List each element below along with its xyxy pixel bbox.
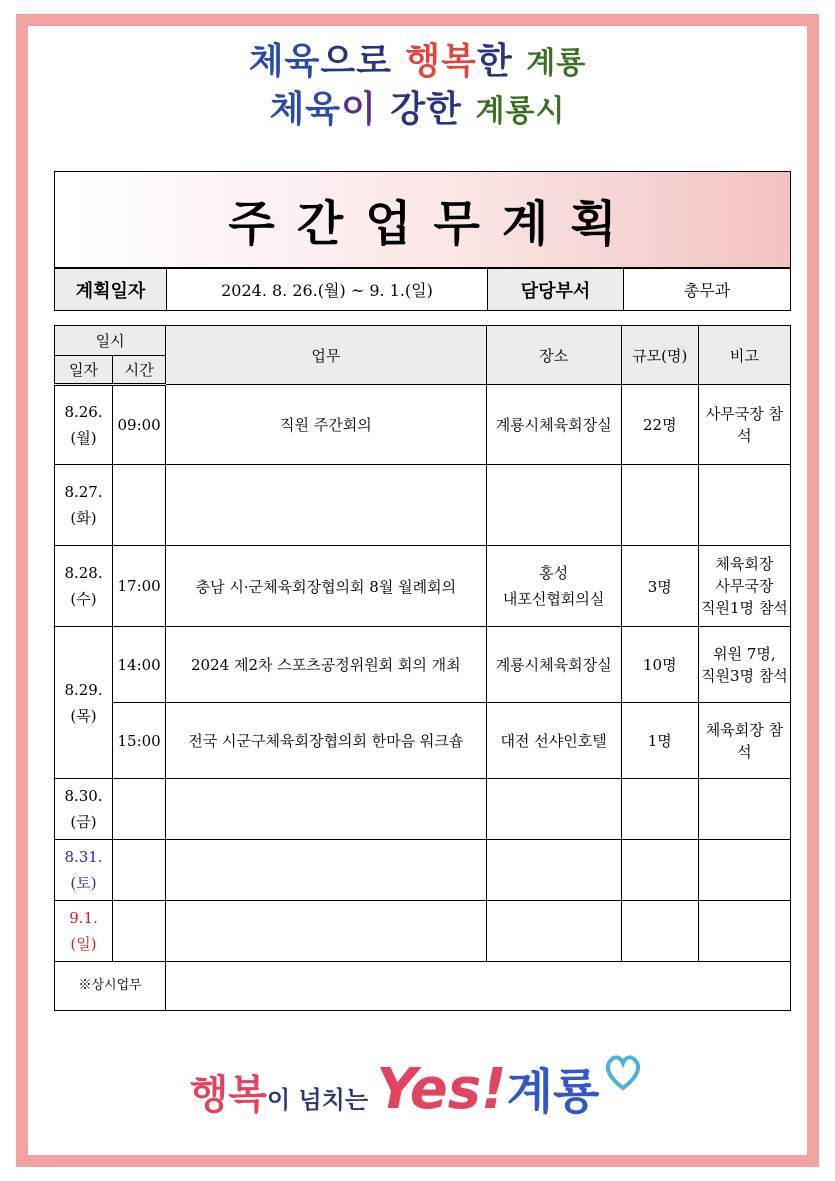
header-date: 일자 <box>55 356 113 385</box>
row-date <box>55 546 113 627</box>
footer-word: 계룡 <box>506 1064 600 1120</box>
day-text: (목) <box>70 706 97 725</box>
row-place: 계룡시체육회장실 <box>486 385 621 465</box>
heart-icon <box>601 1050 645 1094</box>
header-task: 업무 <box>166 326 486 385</box>
table-row <box>55 465 791 546</box>
row-place <box>486 465 621 546</box>
date-text: 8.29. <box>64 680 103 699</box>
row-scale <box>621 901 698 962</box>
row-remark: 체육회장 참석 <box>698 703 790 779</box>
header-place: 장소 <box>486 326 621 385</box>
slogan-word: 체육 <box>269 89 342 130</box>
row-place <box>486 901 621 962</box>
slogan-word: 강한 <box>390 89 476 130</box>
page-title: 주간업무계획 <box>228 196 639 252</box>
row-time: 17:00 <box>113 546 166 627</box>
row-place: 대전 선샤인호텔 <box>486 703 621 779</box>
row-place <box>486 546 621 627</box>
remark-line: 사무국장 <box>715 577 774 595</box>
schedule-table <box>54 325 791 1011</box>
place-line: 내포신협회의실 <box>502 590 605 608</box>
date-text: 8.31. <box>64 848 103 866</box>
date-text: 8.30. <box>64 787 103 805</box>
footer-word: Yes! <box>376 1057 507 1122</box>
row-date <box>55 465 113 546</box>
table-row <box>55 703 791 779</box>
footer-slogan <box>0 1050 835 1143</box>
table-row <box>55 385 791 465</box>
row-task <box>166 840 486 901</box>
place-line: 홍성 <box>539 564 569 582</box>
row-scale <box>621 779 698 840</box>
info-table <box>54 268 791 311</box>
remark-line: 위원 7명, <box>713 644 776 663</box>
regular-work-content <box>166 962 791 1011</box>
row-remark: 사무국장 참석 <box>698 385 790 465</box>
date-text: 8.27. <box>64 483 103 501</box>
day-text: (토) <box>70 874 97 892</box>
footer-word: 행복 <box>189 1072 267 1118</box>
slogan-word: 으로 <box>320 41 406 82</box>
table-row <box>55 546 791 627</box>
day-text: (일) <box>70 935 97 953</box>
row-task <box>166 465 486 546</box>
slogan-word: 계룡시 <box>475 94 566 129</box>
row-scale: 3명 <box>621 546 698 627</box>
row-remark <box>698 546 790 627</box>
row-time: 15:00 <box>113 703 166 779</box>
remark-line: 직원3명 참석 <box>701 666 788 685</box>
date-text: 9.1. <box>69 909 98 927</box>
row-date <box>55 840 113 901</box>
row-date <box>55 627 113 779</box>
row-task <box>166 779 486 840</box>
row-scale: 1명 <box>621 703 698 779</box>
row-time: 14:00 <box>113 627 166 703</box>
row-task: 직원 주간회의 <box>166 385 486 465</box>
row-remark <box>698 779 790 840</box>
row-date <box>55 901 113 962</box>
row-time <box>113 465 166 546</box>
row-date <box>55 385 113 465</box>
date-text: 8.28. <box>64 564 103 582</box>
row-time <box>113 840 166 901</box>
table-row <box>55 962 791 1011</box>
remark-line: 체육회장 <box>715 555 774 573</box>
row-scale: 10명 <box>621 627 698 703</box>
day-text: (수) <box>70 590 97 608</box>
dept-label: 담당부서 <box>488 269 624 311</box>
slogan-line-2 <box>0 88 835 134</box>
day-text: (월) <box>70 429 97 447</box>
row-task: 충남 시·군체육회장협의회 8월 월례회의 <box>166 546 486 627</box>
row-time <box>113 779 166 840</box>
row-scale <box>621 840 698 901</box>
title-banner <box>54 171 791 268</box>
date-text: 8.26. <box>64 403 103 421</box>
header-scale: 규모(명) <box>621 326 698 385</box>
row-task: 2024 제2차 스포츠공정위원회 회의 개최 <box>166 627 486 703</box>
row-task <box>166 901 486 962</box>
row-remark <box>698 465 790 546</box>
row-task: 전국 시군구체육회장협의회 한마음 워크숍 <box>166 703 486 779</box>
row-time <box>113 901 166 962</box>
slogan-word: 이 <box>341 89 391 130</box>
table-row <box>55 779 791 840</box>
plan-date-label: 계획일자 <box>55 269 167 311</box>
table-row <box>55 840 791 901</box>
row-time: 09:00 <box>113 385 166 465</box>
header-remark: 비고 <box>698 326 790 385</box>
slogan-line-1 <box>0 40 835 86</box>
row-place: 계룡시체육회장실 <box>486 627 621 703</box>
header-datetime: 일시 <box>55 326 166 356</box>
row-place <box>486 840 621 901</box>
table-row <box>55 901 791 962</box>
regular-work-label: ※상시업무 <box>55 962 166 1011</box>
row-scale <box>621 465 698 546</box>
row-remark <box>698 840 790 901</box>
row-scale: 22명 <box>621 385 698 465</box>
slogan-word: 한 <box>476 41 527 82</box>
plan-date-value: 2024. 8. 26.(월) ~ 9. 1.(일) <box>167 269 488 311</box>
slogan-word: 행복 <box>405 41 477 82</box>
footer-word: 이 넘치는 <box>266 1086 377 1114</box>
slogan-word: 체육 <box>248 41 321 82</box>
day-text: (금) <box>70 813 97 831</box>
table-row <box>55 627 791 703</box>
row-remark <box>698 901 790 962</box>
header-time: 시간 <box>113 356 166 385</box>
row-date <box>55 779 113 840</box>
row-remark <box>698 627 790 703</box>
dept-value: 총무과 <box>624 269 791 311</box>
slogan-word: 계룡 <box>526 46 587 81</box>
row-place <box>486 779 621 840</box>
day-text: (화) <box>70 509 97 527</box>
remark-line: 직원1명 참석 <box>701 599 788 617</box>
